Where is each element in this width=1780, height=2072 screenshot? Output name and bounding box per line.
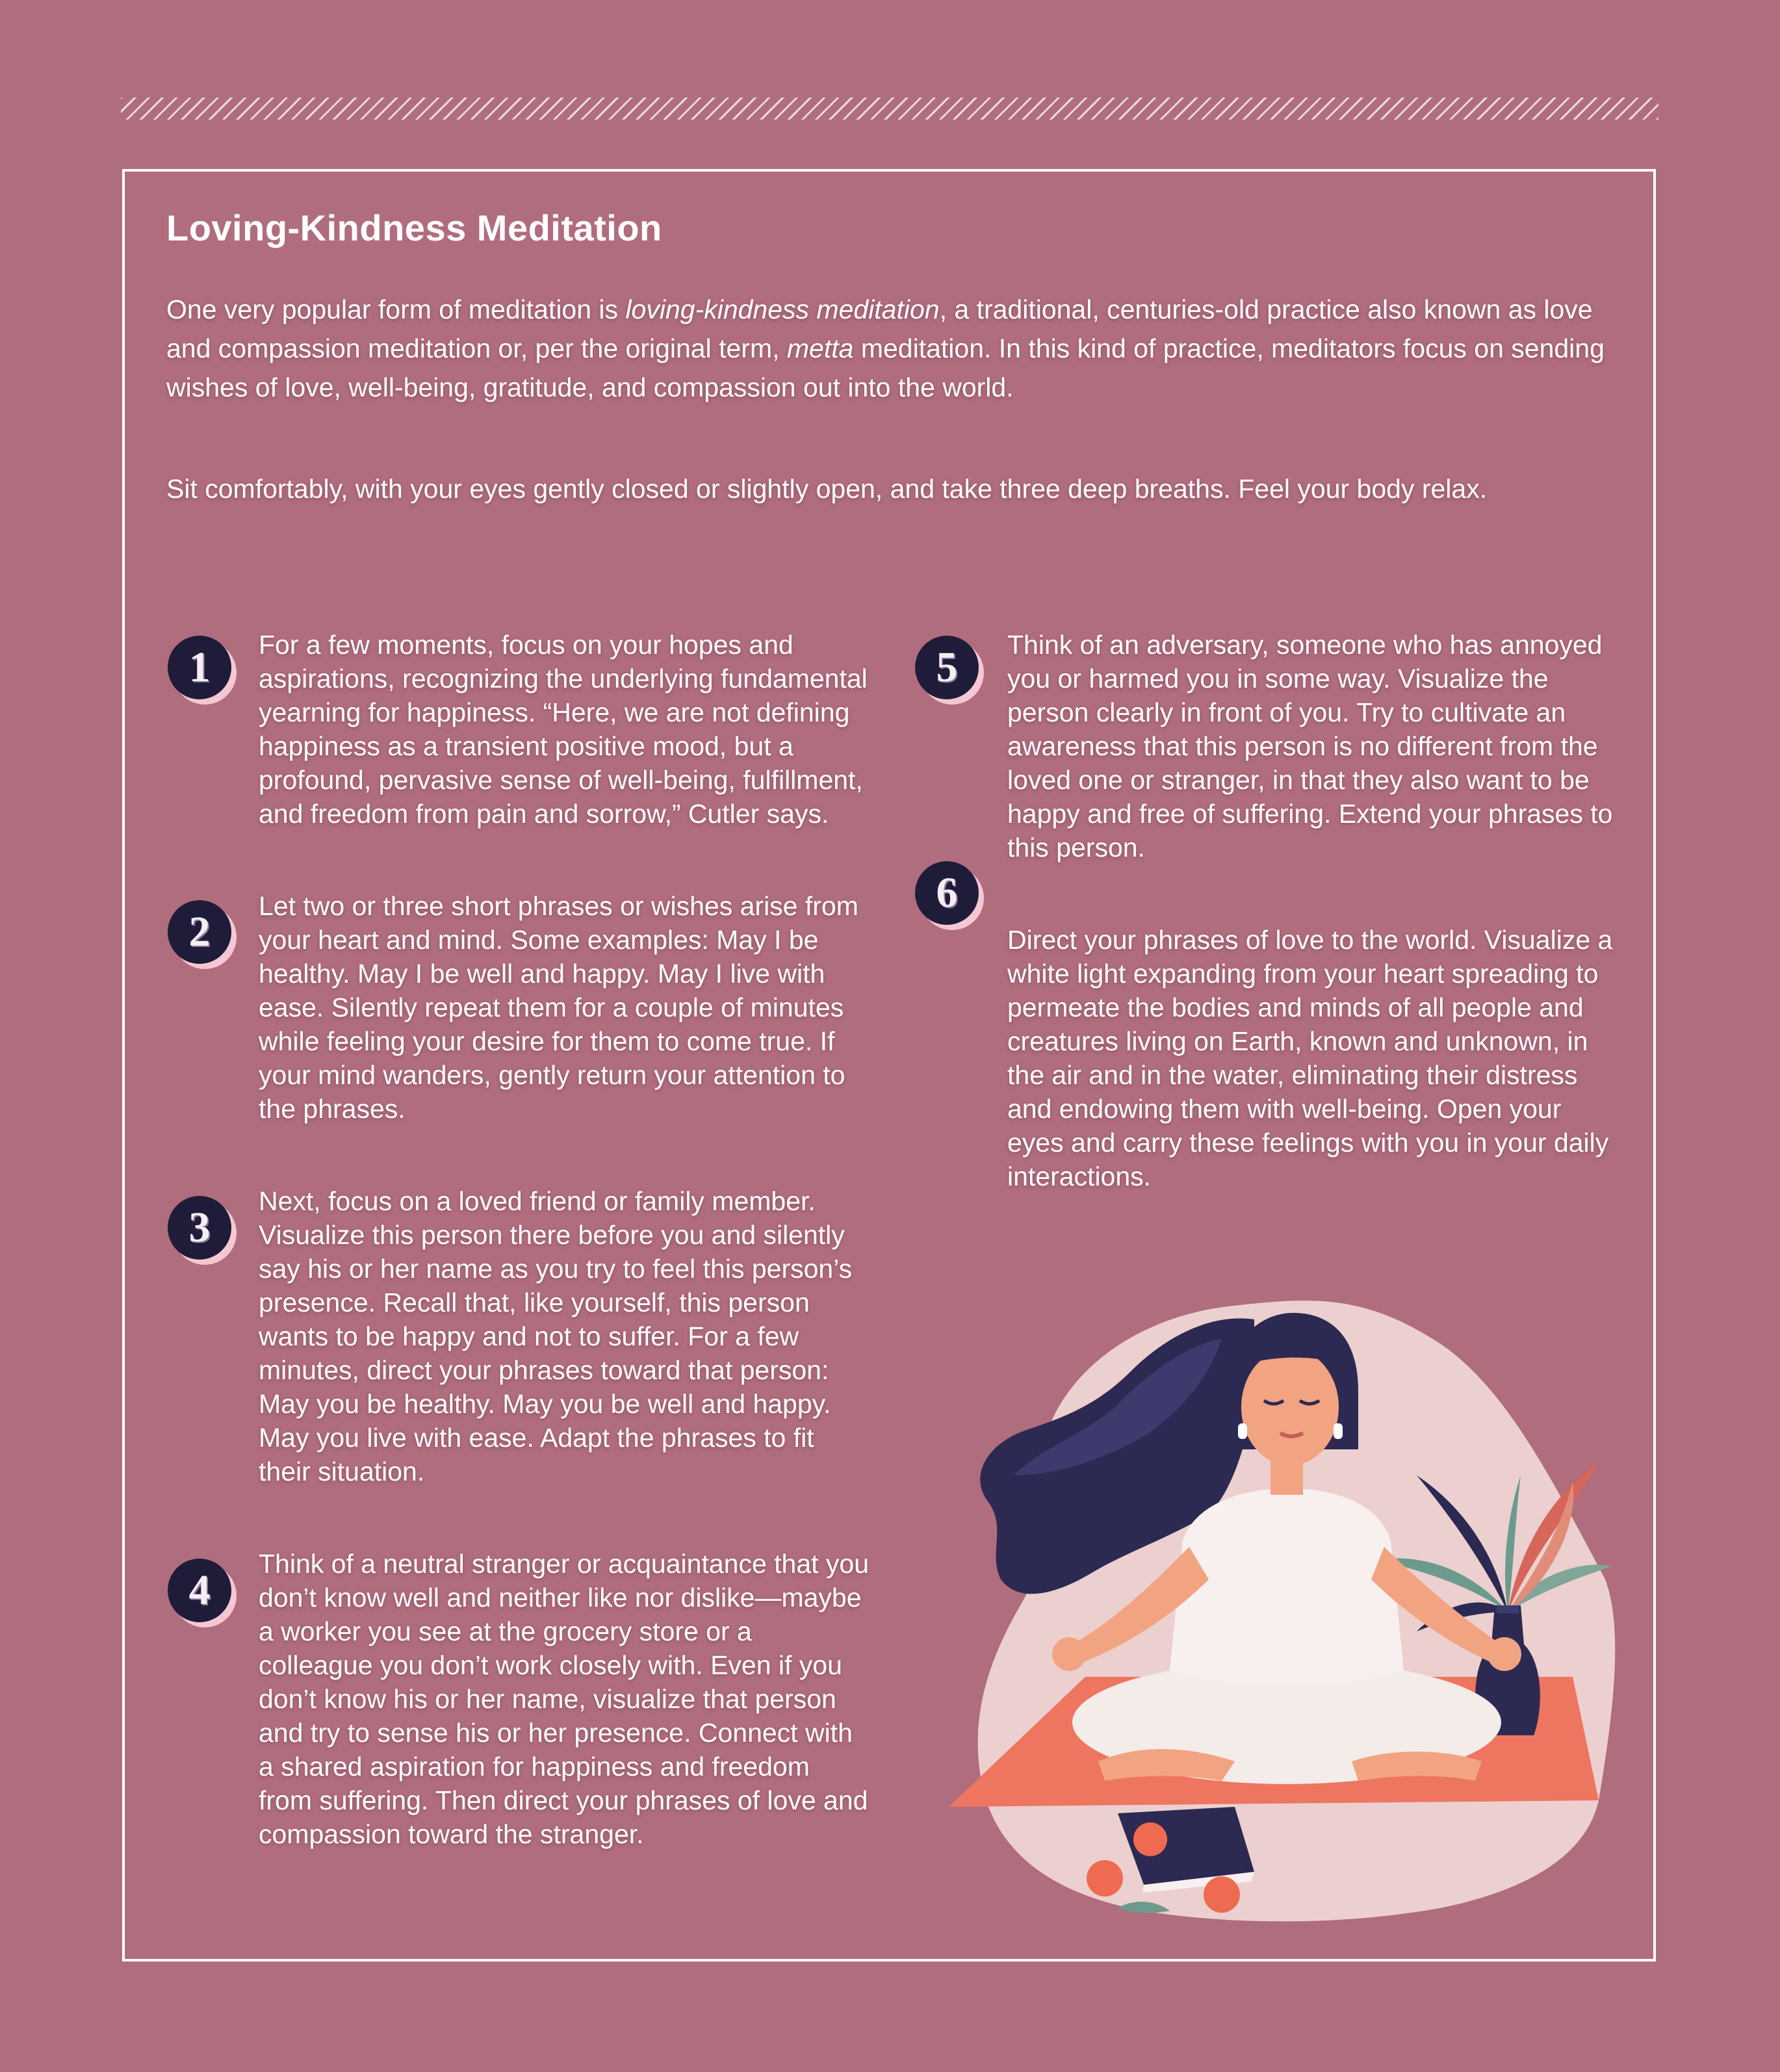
peach-2 <box>1087 1860 1123 1897</box>
intro-term-metta: metta <box>786 333 854 363</box>
step-1-number: 1 <box>188 643 211 691</box>
meditating-woman-illustration <box>949 1267 1625 1930</box>
intro-instruction: Sit comfortably, with your eyes gently closed or slightly open, and take three deep breaths. Feel your body relax. <box>166 474 1488 504</box>
step-1-badge <box>168 636 237 705</box>
step-4-text: Think of a neutral stranger or acquaintance that you don’t know well and neither like nor dislike—maybe a worker you see at the grocery store or a colleague you don’t work closely with. Even if you don’t know his or her name, visualize that person and try to sense his or her presence. Connect with a shared aspiration for happiness and freedom from suffering. Then direct your phrases of love and compassion toward the stranger. <box>259 1549 870 1849</box>
step-2-number: 2 <box>188 908 211 955</box>
step-5-text: Think of an adversary, someone who has annoyed you or harmed you in some way. Visualize the person clearly in front of you. Try to cultivate an awareness that this person is no different from the loved one or stranger, in that they also want to be happy and free of suffering. Extend your phrases to this person. <box>1007 630 1613 862</box>
torso-shirt <box>1170 1488 1404 1685</box>
intro-paragraph <box>166 290 1616 407</box>
step-5-badge <box>915 636 984 705</box>
step-4-number: 4 <box>188 1566 211 1614</box>
step-6-badge <box>915 861 984 930</box>
step-6-text: Direct your phrases of love to the world. Visualize a white light expanding from your heart spreading to permeate the bodies and minds of all people and creatures living on Earth, known and unknown, in the air and in the water, eliminating their distress and endowing them with well-being. Open your eyes and carry these feelings with you in your daily interactions. <box>1007 925 1613 1191</box>
page-title: Loving-Kindness Meditation <box>166 207 662 248</box>
left-hand <box>1052 1637 1086 1671</box>
intro-text-c: meditation. In this kind of practice, meditators focus on sending wishes of love, well-being, gratitude, and compassion out into the world. <box>166 333 1605 402</box>
step-2-badge <box>168 900 237 969</box>
peach-3 <box>1204 1876 1240 1913</box>
decorative-hatch-divider <box>121 97 1658 120</box>
step-5-number: 5 <box>936 643 958 691</box>
intro-text-b: , a traditional, centuries-old practice also known as love and compassion meditation or, per the original term, <box>166 294 1593 363</box>
step-4-badge <box>168 1559 237 1627</box>
peach-1 <box>1133 1822 1167 1856</box>
step-2-text: Let two or three short phrases or wishes arise from your heart and mind. Some examples: May I be healthy. May I be well and happy. May I live with ease. Silently repeat them for a couple of minutes while feeling your desire for them to come true. If your mind wanders, gently return your attention to the phrases. <box>259 891 858 1124</box>
step-1-text: For a few moments, focus on your hopes and aspirations, recognizing the underlying fundamental yearning for happiness. “Here, we are not defining happiness as a transient positive mood, but a profound, pervasive sense of well-being, fulfillment, and freedom from pain and sorrow,” Cutler says. <box>259 630 868 829</box>
step-3-number: 3 <box>188 1204 211 1251</box>
intro-text-a: One very popular form of meditation is <box>166 294 626 324</box>
step-3-badge <box>168 1196 237 1265</box>
step-6-number: 6 <box>936 869 958 916</box>
intro-term-loving-kindness: loving-kindness meditation <box>625 294 940 324</box>
right-hand <box>1488 1637 1521 1671</box>
face <box>1241 1349 1339 1466</box>
step-3-text: Next, focus on a loved friend or family member. Visualize this person there before you and silently say his or her name as you try to feel this person’s presence. Recall that, like yourself, this person wants to be happy and not to suffer. For a few minutes, direct your phrases toward that person: May you be healthy. May you be well and happy. May you live with ease. Adapt the phrases to fit their situation. <box>259 1186 853 1486</box>
